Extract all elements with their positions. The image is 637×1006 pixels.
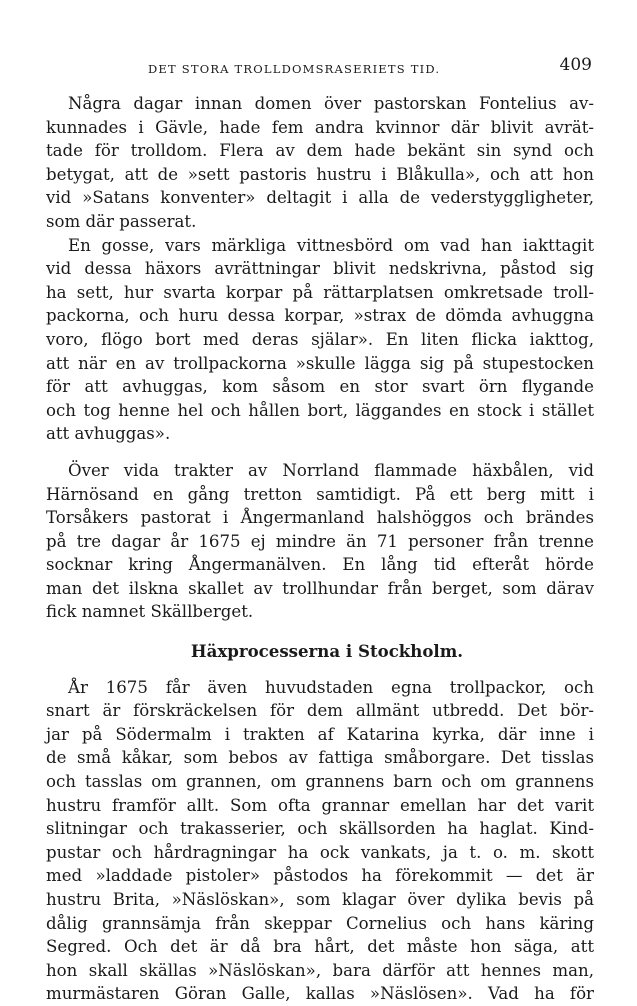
paragraph-gap	[46, 446, 594, 459]
text-line: Över vida trakter av Norrland flammade häxbålen, vid	[68, 460, 594, 480]
text-line: pustar och hårdragningar ha ock vankats, ja t. o. m. skott	[46, 842, 594, 862]
text-line: Några dagar innan domen över pastorskan Fontelius av-	[68, 94, 594, 113]
paragraph	[46, 234, 594, 446]
text-line: slitningar och trakasserier, och skällsorden ha haglat. Kind-	[46, 819, 594, 839]
text-line: voro, flögo bort med deras själar». En liten flicka iakttog,	[46, 329, 594, 349]
paragraph	[46, 676, 594, 1006]
text-line: de små kåkar, som bebos av fattiga småborgare. Det tisslas	[46, 748, 594, 768]
text-line: hon skall skällas »Näslöskan», bara därför att hennes man,	[46, 960, 594, 980]
text-line: och tasslas om grannen, om grannens barn och om grannens	[46, 772, 594, 792]
text-line: hustru Brita, »Näslöskan», som klagar över dylika bevis på	[46, 890, 594, 909]
text-line: snart är förskräckelsen för dem allmänt utbredd. Det bör-	[46, 701, 594, 721]
text-line: Torsåkers pastorat i Ångermanland halshöggos och brändes	[46, 508, 594, 528]
text-line: Härnösand en gång tretton samtidigt. På ett berg mitt i	[46, 484, 594, 504]
text-line: socknar kring Ångermanälven. En lång tid efteråt hörde	[46, 555, 594, 575]
text-line: och tog henne hel och hållen bort, läggandes en stock i stället	[46, 400, 594, 420]
text-line: År 1675 får även huvudstaden egna trollpackor, och	[68, 677, 594, 697]
text-line: att när en av trollpackorna »skulle lägga sig på stupestocken	[46, 353, 594, 373]
text-line: för att avhuggas, kom såsom en stor svart örn flygande	[46, 377, 594, 397]
text-line: vid dessa häxors avrättningar blivit nedskrivna, påstod sig	[46, 259, 594, 279]
text-line: packorna, och huru dessa korpar, »strax de dömda avhuggna	[46, 306, 594, 326]
text-line: En gosse, vars märkliga vittnesbörd om vad han iakttagit	[68, 235, 594, 255]
text-line: vid »Satans konventer» deltagit i alla de vederstyggligheter,	[46, 188, 594, 208]
paragraph	[46, 459, 594, 624]
text-line: man det ilskna skallet av trollhundar från berget, som därav	[46, 578, 594, 598]
text-line: på tre dagar år 1675 ej mindre än 71 personer från trenne	[46, 531, 594, 551]
text-line: murmästaren Göran Galle, kallas »Näslösen». Vad ha för	[46, 984, 594, 1004]
text-line: betygat, att de »sett pastoris hustru i Blåkulla», och att hon	[46, 164, 594, 184]
section-heading: Häxprocesserna i Stockholm.	[190, 641, 464, 662]
page-number: 409	[559, 55, 592, 75]
paragraph	[46, 92, 594, 234]
section-gap	[46, 664, 594, 676]
text-line: hustru framför allt. Som ofta grannar emellan har det varit	[46, 795, 594, 815]
body-text	[46, 92, 594, 1006]
text-line: dålig grannsämja från skeppar Cornelius och hans käring	[46, 913, 594, 933]
text-line: med »laddade pistoler» påstodos ha förekommit — det är	[46, 866, 594, 886]
text-line: som där passerat.	[46, 211, 197, 231]
text-line: Segred. Och det är då bra hårt, det måste hon säga, att	[46, 937, 594, 957]
text-line: att avhuggas».	[46, 424, 171, 444]
section-gap	[46, 624, 594, 640]
text-line: kunnades i Gävle, hade fem andra kvinnor där blivit avrät-	[46, 117, 594, 137]
running-header: DET STORA TROLLDOMSRASERIETS TID.	[148, 62, 441, 76]
text-line: jar på Södermalm i trakten af Katarina kyrka, där inne i	[46, 724, 594, 744]
text-line: fick namnet Skällberget.	[46, 602, 254, 622]
text-line: ha sett, hur svarta korpar på rättarplatsen omkretsade troll-	[46, 282, 594, 302]
text-line: tade för trolldom. Flera av dem hade bekänt sin synd och	[46, 141, 594, 161]
